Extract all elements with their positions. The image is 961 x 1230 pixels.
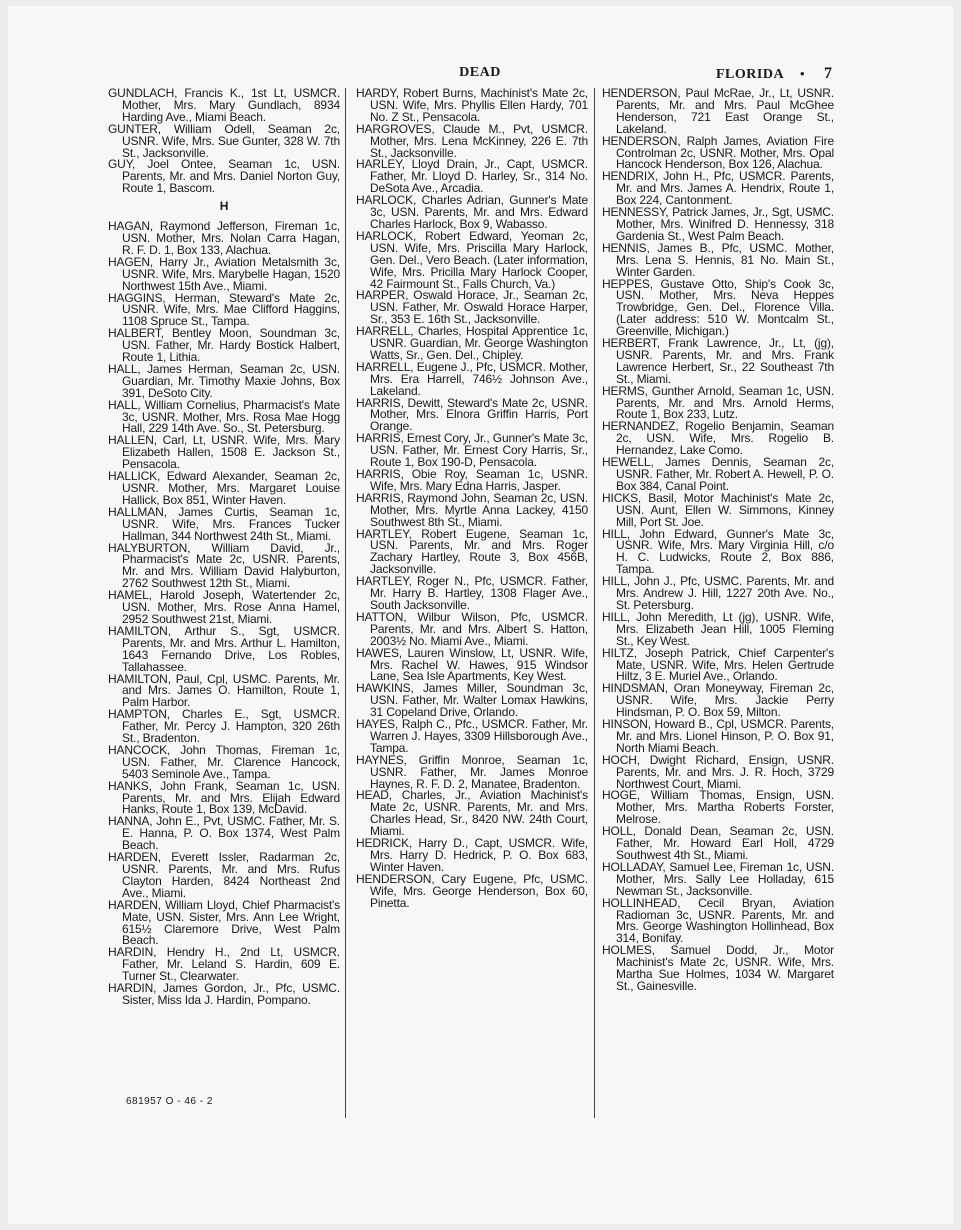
casualty-entry: HAGAN, Raymond Jefferson, Fireman 1c, USN. Mother, Mrs. Nolan Carra Hagan, R. F. D. 1, Box 133, Alachua. <box>108 219 340 257</box>
casualty-entry: HENDERSON, Cary Eugene, Pfc, USMC. Wife, Mrs. George Henderson, Box 60, Pinetta. <box>356 871 588 910</box>
casualty-entry: HAGGINS, Herman, Steward's Mate 2c, USNR. Wife, Mrs. Mae Clifford Haggins, 1108 Spruce St., Tampa. <box>108 290 340 329</box>
casualty-entry: HARDIN, James Gordon, Jr., Pfc, USMC. Sister, Miss Ida J. Hardin, Pompano. <box>108 981 340 1007</box>
casualty-entry: HARGROVES, Claude M., Pvt, USMCR. Mother, Mrs. Lena McKinney, 226 E. 7th St., Jacksonville. <box>356 121 588 160</box>
casualty-entry: HAMILTON, Paul, Cpl, USMC. Parents, Mr. and Mrs. James O. Hamilton, Route 1, Palm Harbor. <box>108 671 340 710</box>
casualty-entry: HEDRICK, Harry D., Capt, USMCR. Wife, Mrs. Harry D. Hedrick, P. O. Box 683, Winter Haven. <box>356 836 588 874</box>
casualty-entry: HALL, William Cornelius, Pharmacist's Mate 3c, USNR. Mother, Mrs. Rosa Mae Hogg Hall, 229 14th Ave. So., St. Petersburg. <box>108 397 340 436</box>
casualty-entry: HERMS, Gunther Arnold, Seaman 1c, USN. Parents, Mr. and Mrs. Arnold Herms, Route 1, Box 233, Lutz. <box>602 383 834 422</box>
casualty-entry: HARLOCK, Robert Edward, Yeoman 2c, USN. Wife, Mrs. Priscilla Mary Harlock, Gen. Del., Vero Beach. (Later information, Wife, Mrs. Pricilla Mary Harlock Cooper, 42 Fairmount St., Falls Church, Va.) <box>356 228 588 291</box>
casualty-entry: HARRELL, Eugene J., Pfc, USMCR. Mother, Mrs. Era Harrell, 746½ Johnson Ave., Lakeland. <box>356 359 588 398</box>
casualty-entry: HERBERT, Frank Lawrence, Jr., Lt, (jg), USNR. Parents, Mr. and Mrs. Frank Lawrence Herbert, Sr., 22 Southeast 7th St., Miami. <box>602 336 834 386</box>
casualty-entry: HENNIS, James B., Pfc, USMC. Mother, Mrs. Lena S. Hennis, 81 No. Main St., Winter Garden. <box>602 240 834 279</box>
casualty-entry: HOLLADAY, Samuel Lee, Fireman 1c, USN. Mother, Mrs. Sally Lee Holladay, 615 Newman St., Jacksonville. <box>602 859 834 898</box>
casualty-entry: HENNESSY, Patrick James, Jr., Sgt, USMC. Mother, Mrs. Winifred D. Hennessy, 318 Gardenia St., West Palm Beach. <box>602 205 834 243</box>
casualty-entry: HARRIS, Obie Roy, Seaman 1c, USNR. Wife, Mrs. Mary Edna Harris, Jasper. <box>356 467 588 493</box>
casualty-entry: HAYNES, Griffin Monroe, Seaman 1c, USNR. Father, Mr. James Monroe Haynes, R. F. D. 2, Manatee, Bradenton. <box>356 752 588 791</box>
casualty-entry: HAYES, Ralph C., Pfc., USMCR. Father, Mr. Warren J. Hayes, 3309 Hillsborough Ave., Tampa. <box>356 717 588 755</box>
casualty-entry: HOLMES, Samuel Dodd, Jr., Motor Machinist's Mate 2c, USNR. Wife, Mrs. Martha Sue Holmes, 1034 W. Margaret St., Gainesville. <box>602 943 834 993</box>
casualty-entry: HARDEN, William Lloyd, Chief Pharmacist's Mate, USN. Sister, Mrs. Ann Lee Wright, 615½ Claremore Drive, West Palm Beach. <box>108 897 340 948</box>
column-3 <box>602 88 834 993</box>
casualty-entry: HALLEN, Carl, Lt, USNR. Wife, Mrs. Mary Elizabeth Hallen, 1508 E. Jackson St., Pensacola. <box>108 433 340 472</box>
casualty-entry: HARTLEY, Robert Eugene, Seaman 1c, USN. Parents, Mr. and Mrs. Roger Zachary Hartley, Route 3, Box 456B, Jacksonville. <box>356 526 588 577</box>
casualty-entry: HINDSMAN, Oran Moneyway, Fireman 2c, USNR. Wife, Mrs. Jackie Perry Hindsman, P. O. Box 59, Milton. <box>602 681 834 720</box>
casualty-entry: HEPPES, Gustave Otto, Ship's Cook 3c, USN. Mother, Mrs. Neva Heppes Trowbridge, Gen. Del., Florence Villa. (Later address: 510 W. Montcalm St., Greenville, Michigan.) <box>602 276 834 339</box>
casualty-entry: GUNDLACH, Francis K., 1st Lt, USMCR. Mother, Mrs. Mary Gundlach, 8934 Harding Ave., Miami Beach. <box>108 86 340 124</box>
casualty-entry: HARRIS, Dewitt, Steward's Mate 2c, USNR. Mother, Mrs. Elnora Griffin Harris, Port Orange. <box>356 395 588 434</box>
casualty-entry: HARPER, Oswald Horace, Jr., Seaman 2c, USN. Father, Mr. Oswald Horace Harper, Sr., 353 E. 16th St., Jacksonville. <box>356 288 588 327</box>
casualty-entry: HAMEL, Harold Joseph, Watertender 2c, USN. Mother, Mrs. Rose Anna Hamel, 2952 Southwest 21st, Miami. <box>108 588 340 626</box>
state-name: FLORIDA <box>716 67 785 82</box>
casualty-entry: HARTLEY, Roger N., Pfc, USMCR. Father, Mr. Harry B. Hartley, 1308 Flager Ave., South Jacksonville. <box>356 574 588 612</box>
casualty-entry: HINSON, Howard B., Cpl, USMCR. Parents, Mr. and Mrs. Lionel Hinson, P. O. Box 91, North Miami Beach. <box>602 717 834 755</box>
column-2 <box>356 88 588 910</box>
casualty-entry: HAGEN, Harry Jr., Aviation Metalsmith 3c, USNR. Wife, Mrs. Marybelle Hagan, 1520 Northwest 15th Ave., Miami. <box>108 254 340 293</box>
column-divider <box>594 88 595 1118</box>
casualty-entry: HALL, James Herman, Seaman 2c, USN. Guardian, Mr. Timothy Maxie Johns, Box 391, DeSoto City. <box>108 361 340 400</box>
casualty-entry: HATTON, Wilbur Wilson, Pfc, USMCR. Parents, Mr. and Mrs. Albert S. Hatton, 2003½ No. Miami Ave., Miami. <box>356 609 588 648</box>
page-header <box>0 0 961 90</box>
print-code: 681957 O - 46 - 2 <box>126 1096 213 1107</box>
casualty-entry: HARDEN, Everett Issler, Radarman 2c, USNR. Parents, Mr. and Mrs. Rufus Clayton Harden, 8424 Northeast 2nd Ave., Miami. <box>108 850 340 900</box>
casualty-entry: HARDY, Robert Burns, Machinist's Mate 2c, USN. Wife, Mrs. Phyllis Ellen Hardy, 701 No. Z St., Pensacola. <box>356 86 588 124</box>
page-number: 7 <box>824 65 832 82</box>
column-1 <box>108 88 340 1007</box>
section-letter: H <box>219 199 229 214</box>
casualty-entry: HAMPTON, Charles E., Sgt, USMCR. Father, Mr. Percy J. Hampton, 320 26th St., Bradenton. <box>108 707 340 746</box>
casualty-entry: HICKS, Basil, Motor Machinist's Mate 2c, USN. Aunt, Ellen W. Simmons, Kinney Mill, Port St. Joe. <box>602 490 834 529</box>
casualty-entry: HOGE, William Thomas, Ensign, USN. Mother, Mrs. Martha Roberts Forster, Melrose. <box>602 788 834 827</box>
casualty-entry: HENDERSON, Paul McRae, Jr., Lt, USNR. Parents, Mr. and Mrs. Paul McGhee Henderson, 721 East Orange St., Lakeland. <box>602 86 834 136</box>
casualty-entry: HARRELL, Charles, Hospital Apprentice 1c, USNR. Guardian, Mr. George Washington Watts, Sr., Gen. Del., Chipley. <box>356 324 588 362</box>
casualty-entry: HAWES, Lauren Winslow, Lt, USNR. Wife, Mrs. Rachel W. Hawes, 915 Windsor Lane, Sea Isle Apartments, Key West. <box>356 645 588 684</box>
casualty-entry: HARRIS, Ernest Cory, Jr., Gunner's Mate 3c, USN. Father, Mr. Ernest Cory Harris, Sr., Route 1, Box 190-D, Pensacola. <box>356 431 588 470</box>
column-divider <box>345 88 346 1118</box>
casualty-entry: HILL, John Meredith, Lt (jg), USNR. Wife, Mrs. Elizabeth Jean Hill, 1005 Fleming St., Key West. <box>602 609 834 648</box>
casualty-entry: HARLEY, Lloyd Drain, Jr., Capt, USMCR. Father, Mr. Lloyd D. Harley, Sr., 314 No. DeSota Ave., Arcadia. <box>356 157 588 196</box>
casualty-entry: HILL, John J., Pfc, USMC. Parents, Mr. and Mrs. Andrew J. Hill, 1227 20th Ave. No., St. Petersburg. <box>602 574 834 612</box>
casualty-entry: HERNANDEZ, Rogelio Benjamin, Seaman 2c, USN. Wife, Mrs. Rogelio B. Hernandez, Lake Como. <box>602 419 834 458</box>
casualty-entry: HARDIN, Hendry H., 2nd Lt, USMCR. Father, Mr. Leland S. Hardin, 609 E. Turner St., Clearwater. <box>108 945 340 984</box>
casualty-entry: GUNTER, William Odell, Seaman 2c, USNR. Wife, Mrs. Sue Gunter, 328 W. 7th St., Jacksonville. <box>108 121 340 160</box>
casualty-entry: HAMILTON, Arthur S., Sgt, USMCR. Parents, Mr. and Mrs. Arthur L. Hamilton, 1643 Fernando Drive, Los Robles, Tallahassee. <box>108 623 340 674</box>
casualty-entry: HAWKINS, James Miller, Soundman 3c, USN. Father, Mr. Walter Lomax Hawkins, 31 Copeland Drive, Orlando. <box>356 681 588 720</box>
casualty-entry: HANKS, John Frank, Seaman 1c, USN. Parents, Mr. and Mrs. Elijah Edward Hanks, Route 1, Box 139, McDavid. <box>108 778 340 817</box>
casualty-entry: HANCOCK, John Thomas, Fireman 1c, USN. Father, Mr. Clarence Hancock, 5403 Seminole Ave., Tampa. <box>108 742 340 781</box>
casualty-entry: HALBERT, Bentley Moon, Soundman 3c, USN. Father, Mr. Hardy Bostick Halbert, Route 1, Lithia. <box>108 326 340 365</box>
casualty-entry: HENDERSON, Ralph James, Aviation Fire Controlman 2c, USNR. Mother, Mrs. Opal Hancock Henderson, Box 126, Alachua. <box>602 133 834 172</box>
header-bullet: • <box>800 66 805 81</box>
casualty-entry: GUY, Joel Ontee, Seaman 1c, USN. Parents, Mr. and Mrs. Daniel Norton Guy, Route 1, Bascom. <box>108 157 340 196</box>
casualty-entry: HOLL, Donald Dean, Seaman 2c, USN. Father, Mr. Howard Earl Holl, 4729 Southwest 4th St., Miami. <box>602 824 834 862</box>
casualty-entry: HALLICK, Edward Alexander, Seaman 2c, USNR. Mother, Mrs. Margaret Louise Hallick, Box 851, Winter Haven. <box>108 469 340 507</box>
casualty-entry: HEAD, Charles, Jr., Aviation Machinist's Mate 2c, USNR. Parents, Mr. and Mrs. Charles Head, Sr., 8420 NW. 24th Court, Miami. <box>356 788 588 839</box>
casualty-entry: HALYBURTON, William David, Jr., Pharmacist's Mate 2c, USNR. Parents, Mr. and Mrs. William David Halyburton, 2762 Southwest 12th St., Miami. <box>108 540 340 591</box>
casualty-entry: HOLLINHEAD, Cecil Bryan, Aviation Radioman 3c, USNR. Parents, Mr. and Mrs. George Washington Hollinhead, Box 314, Bonifay. <box>602 895 834 946</box>
casualty-entry: HARLOCK, Charles Adrian, Gunner's Mate 3c, USN. Parents, Mr. and Mrs. Edward Charles Harlock, Box 9, Wabasso. <box>356 193 588 231</box>
casualty-entry: HENDRIX, John H., Pfc, USMCR. Parents, Mr. and Mrs. James A. Hendrix, Route 1, Box 224, Cantonment. <box>602 169 834 208</box>
casualty-entry: HALLMAN, James Curtis, Seaman 1c, USNR. Wife, Mrs. Frances Tucker Hallman, 344 Northwest 24th St., Miami. <box>108 504 340 543</box>
casualty-entry: HILTZ, Joseph Patrick, Chief Carpenter's Mate, USNR. Wife, Mrs. Helen Gertrude Hiltz, 3 E. Muriel Ave., Orlando. <box>602 645 834 684</box>
page-title: DEAD <box>459 65 501 80</box>
casualty-entry: HANNA, John E., Pvt, USMC. Father, Mr. S. E. Hanna, P. O. Box 1374, West Palm Beach. <box>108 814 340 853</box>
casualty-entry: HILL, John Edward, Gunner's Mate 3c, USNR. Wife, Mrs. Mary Virginia Hill, c/o H. C. Ludwicks, Route 2, Box 886, Tampa. <box>602 526 834 577</box>
casualty-entry: HEWELL, James Dennis, Seaman 2c, USNR. Father, Mr. Robert A. Hewell, P. O. Box 384, Canal Point. <box>602 455 834 493</box>
casualty-entry: HOCH, Dwight Richard, Ensign, USNR. Parents, Mr. and Mrs. J. R. Hoch, 3729 Northwest Court, Miami. <box>602 752 834 791</box>
casualty-entry: HARRIS, Raymond John, Seaman 2c, USN. Mother, Mrs. Myrtle Anna Lackey, 4150 Southwest 8th St., Miami. <box>356 490 588 529</box>
